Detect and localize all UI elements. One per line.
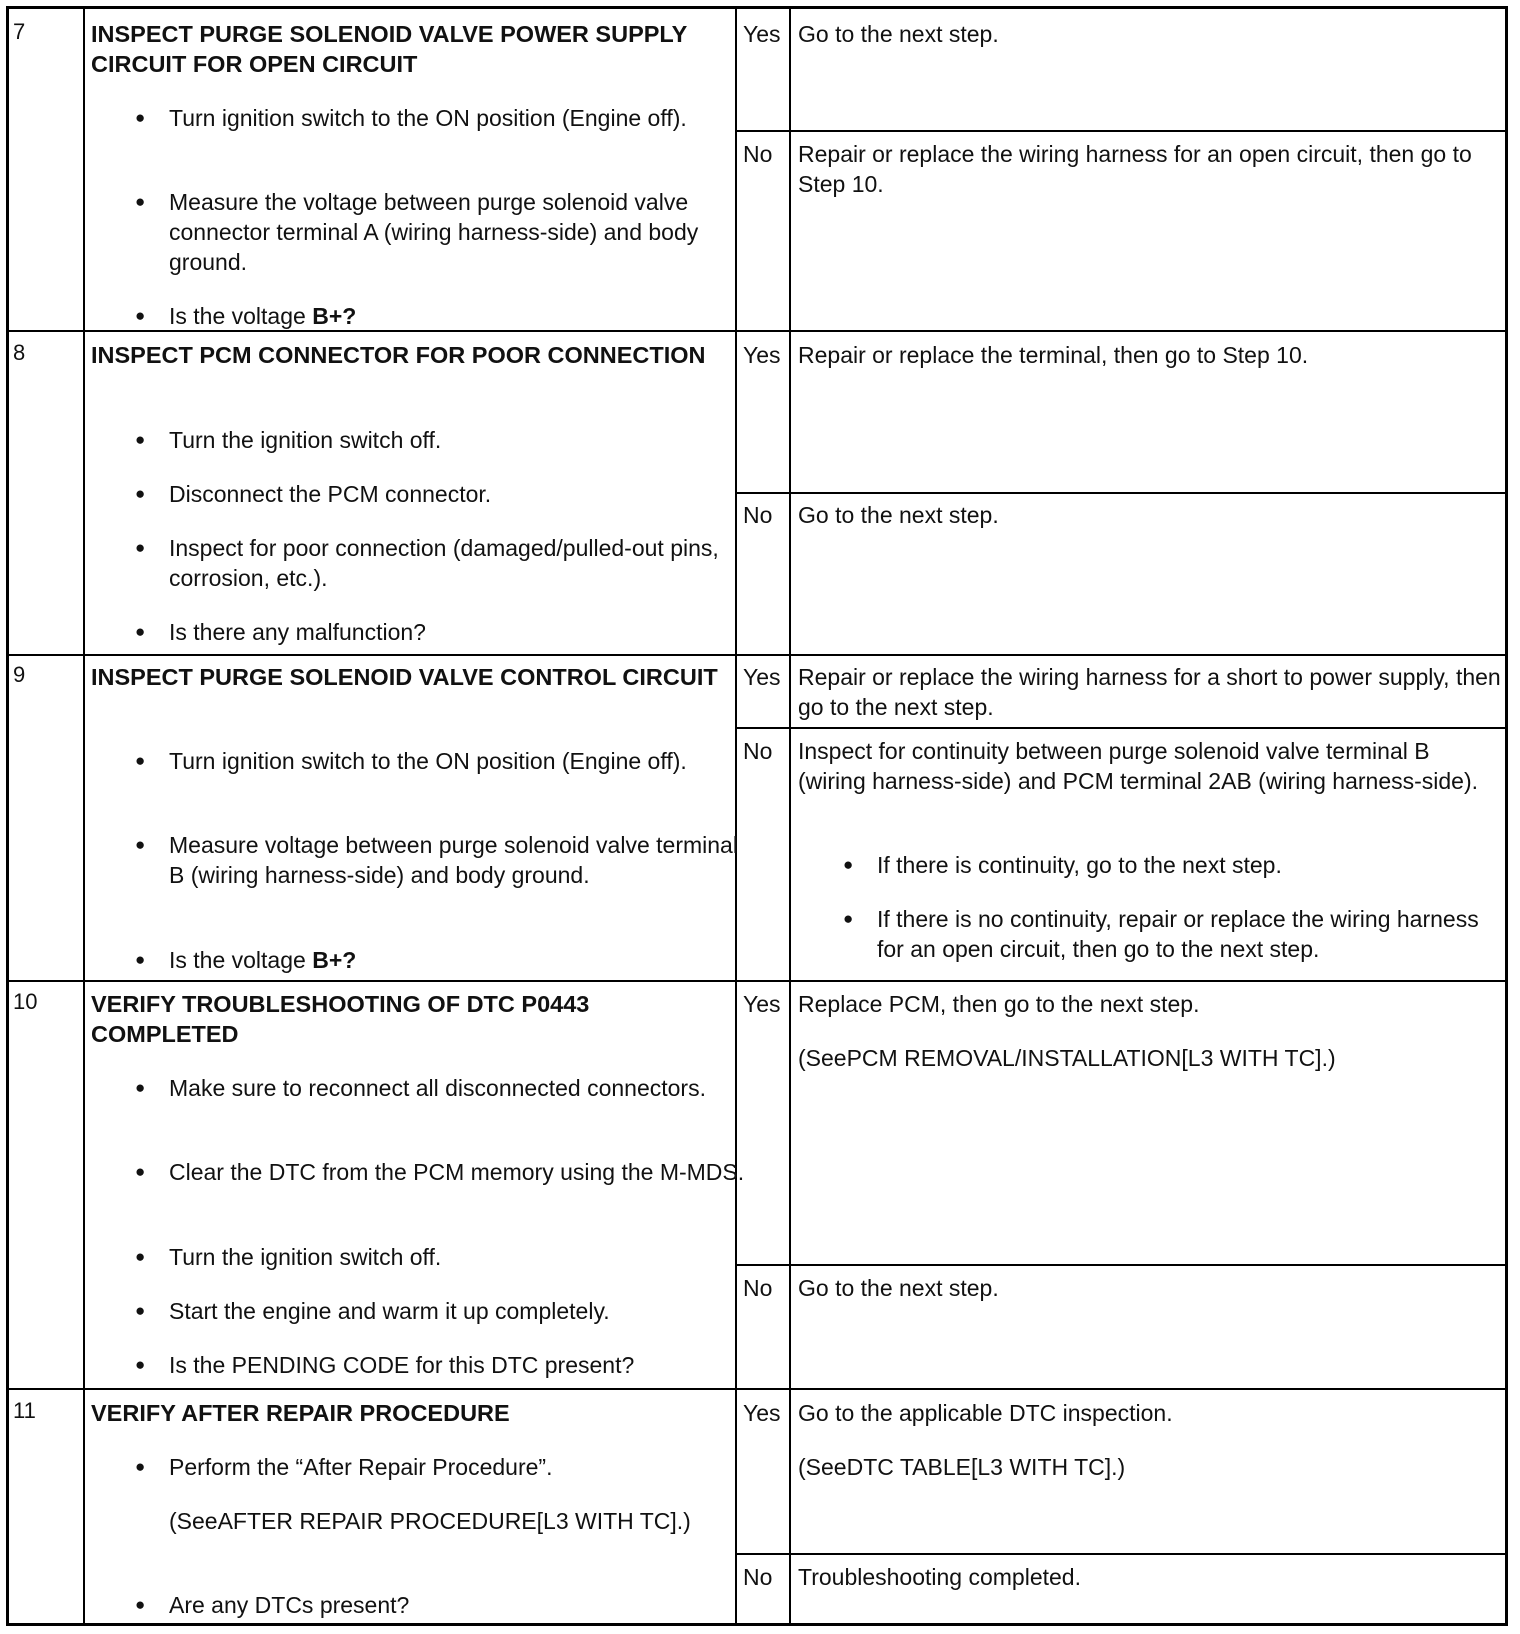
no-result: Troubleshooting completed. (798, 1564, 1081, 1590)
step-title: VERIFY TROUBLESHOOTING OF DTC P0443 COMPLETED (91, 991, 590, 1047)
action-item: ● Measure the voltage between purge solenoid valve connector terminal A (wiring harness-side) and body ground. (135, 187, 759, 277)
action-item: ● Disconnect the PCM connector. (135, 479, 759, 509)
yes-label: Yes (743, 342, 781, 368)
question-value: B+? (312, 303, 357, 329)
no-result: Go to the next step. (798, 502, 999, 528)
yes-label: Yes (743, 991, 781, 1017)
no-label: No (743, 1564, 773, 1590)
action-item: ● Is there any malfunction? (135, 617, 759, 647)
yes-reference: (SeeDTC TABLE[L3 WITH TC].) (798, 1454, 1126, 1480)
yes-label: Yes (743, 1400, 781, 1426)
action-item: ● Inspect for poor connection (damaged/pulled-out pins, corrosion, etc.). (135, 533, 759, 593)
yes-no-divider (735, 492, 1505, 494)
action-item: ● Perform the “After Repair Procedure”. (135, 1452, 759, 1482)
action-item: ● Measure voltage between purge solenoid valve terminal B (wiring harness-side) and body ground. (135, 830, 759, 890)
no-result-bullet: ● If there is no continuity, repair or replace the wiring harness for an open circuit, then go to the next step. (843, 904, 1497, 964)
step-title: VERIFY AFTER REPAIR PROCEDURE (91, 1400, 510, 1426)
no-result: Go to the next step. (798, 1275, 999, 1301)
yes-label: Yes (743, 664, 781, 690)
row-divider (9, 980, 1505, 982)
row-divider (9, 1388, 1505, 1390)
step-title: INSPECT PURGE SOLENOID VALVE CONTROL CIRCUIT (91, 664, 718, 690)
yes-no-divider (735, 727, 1505, 729)
no-result: Repair or replace the wiring harness for an open circuit, then go to Step 10. (798, 141, 1472, 197)
action-item: ● Are any DTCs present? (135, 1590, 759, 1620)
step-number: 7 (13, 19, 26, 44)
yes-result: Repair or replace the terminal, then go to Step 10. (798, 342, 1309, 368)
no-result: Inspect for continuity between purge solenoid valve terminal B (wiring harness-side) and PCM terminal 2AB (wiring harness-side). (798, 738, 1479, 794)
step-number: 10 (13, 989, 38, 1014)
no-result-bullet: ● If there is continuity, go to the next step. (843, 850, 1497, 880)
step-title: INSPECT PCM CONNECTOR FOR POOR CONNECTION (91, 342, 706, 368)
action-item: ● Turn the ignition switch off. (135, 425, 759, 455)
row-divider (9, 654, 1505, 656)
action-reference: (SeeAFTER REPAIR PROCEDURE[L3 WITH TC].) (169, 1508, 691, 1534)
column-divider (83, 9, 85, 1623)
action-item: ● Turn ignition switch to the ON position (Engine off). (135, 103, 759, 133)
question-text: Is the voltage (169, 303, 313, 329)
action-item: ● Make sure to reconnect all disconnected connectors. (135, 1073, 759, 1103)
step-title: INSPECT PURGE SOLENOID VALVE POWER SUPPLY CIRCUIT FOR OPEN CIRCUIT (91, 21, 687, 77)
no-label: No (743, 141, 773, 167)
step-number: 11 (13, 1398, 36, 1423)
yes-no-divider (735, 130, 1505, 132)
yes-result: Replace PCM, then go to the next step. (798, 991, 1200, 1017)
troubleshooting-table (6, 6, 1508, 1626)
action-item (135, 945, 759, 975)
action-item: ● Start the engine and warm it up completely. (135, 1296, 759, 1326)
step-number: 9 (13, 662, 26, 687)
column-divider (789, 9, 791, 1623)
no-label: No (743, 1275, 773, 1301)
action-item: ● Clear the DTC from the PCM memory using the M-MDS. (135, 1157, 759, 1187)
question-value: B+? (312, 947, 357, 973)
action-item: ● Turn ignition switch to the ON position (Engine off). (135, 746, 759, 776)
no-label: No (743, 502, 773, 528)
yes-no-divider (735, 1264, 1505, 1266)
action-item (135, 301, 759, 331)
question-text: Is the voltage (169, 947, 313, 973)
yes-reference: (SeePCM REMOVAL/INSTALLATION[L3 WITH TC].) (798, 1045, 1336, 1071)
action-item: ● Turn the ignition switch off. (135, 1242, 759, 1272)
yes-result: Go to the next step. (798, 21, 999, 47)
yes-result: Repair or replace the wiring harness for a short to power supply, then go to the next step. (798, 664, 1501, 720)
action-item: ● Is the PENDING CODE for this DTC present? (135, 1350, 759, 1380)
yes-no-divider (735, 1553, 1505, 1555)
yes-label: Yes (743, 21, 781, 47)
step-number: 8 (13, 340, 26, 365)
no-label: No (743, 738, 773, 764)
yes-result: Go to the applicable DTC inspection. (798, 1400, 1173, 1426)
